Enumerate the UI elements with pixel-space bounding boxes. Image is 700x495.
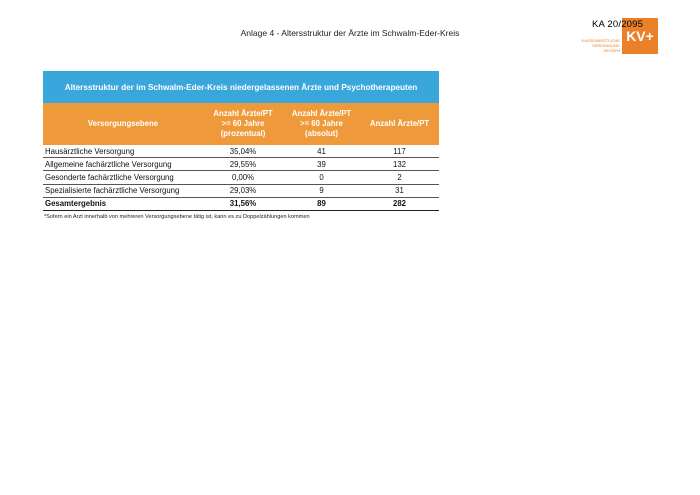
table-row [43,171,439,184]
page-title: Anlage 4 - Altersstruktur der Ärzte im Schwalm-Eder-Kreis [240,28,460,38]
table-row [43,145,439,158]
row-label: Spezialisierte fachärztliche Versorgung [45,186,180,196]
table-caption: Altersstruktur der im Schwalm-Eder-Kreis niedergelassenen Ärzte und Psychotherapeuten [43,71,439,103]
total-label: Gesamtergebnis [45,199,107,209]
column-header-versorgungsebene: Versorgungsebene [87,119,159,128]
row-percent: 0,00% [231,172,255,182]
row-absolute: 39 [317,159,326,169]
table-row [43,185,439,198]
row-total: 2 [397,172,402,182]
column-header-gesamt: Anzahl Ärzte/PT [369,119,430,128]
total-absolute: 89 [317,199,326,209]
column-header-prozentual: Anzahl Ärzte/PT >= 60 Jahre (prozentual) [213,109,273,138]
total-percent: 31,56% [229,199,257,209]
column-header-absolut: Anzahl Ärzte/PT >= 60 Jahre (absolut) [291,109,352,138]
table-header-row [43,103,439,145]
table-row [43,158,439,171]
table-total-row [43,198,439,211]
age-structure-table [43,71,439,220]
row-absolute: 0 [319,172,324,182]
row-absolute: 41 [317,146,326,156]
row-label: Gesonderte fachärztliche Versorgung [45,172,174,182]
total-count: 282 [392,199,406,209]
row-label: Hausärztliche Versorgung [45,146,135,156]
row-percent: 29,55% [229,159,257,169]
row-percent: 35,04% [229,146,257,156]
document-reference: KA 20/2095 [592,19,644,30]
row-absolute: 9 [319,186,324,196]
table-footnote: *Sofern ein Arzt innerhalb von mehreren Versorgungsebene tätig ist, kann es zu Doppelzählungen kommen [44,213,310,220]
logo-mark: KV+ [622,18,658,54]
logo-wordmark: KASSENÄRZTLICHE VEREINIGUNG HESSEN [581,38,620,53]
row-label: Allgemeine fachärztliche Versorgung [45,159,172,169]
row-total: 132 [392,159,406,169]
row-percent: 29,03% [229,186,257,196]
row-total: 31 [395,186,404,196]
row-total: 117 [393,146,406,156]
